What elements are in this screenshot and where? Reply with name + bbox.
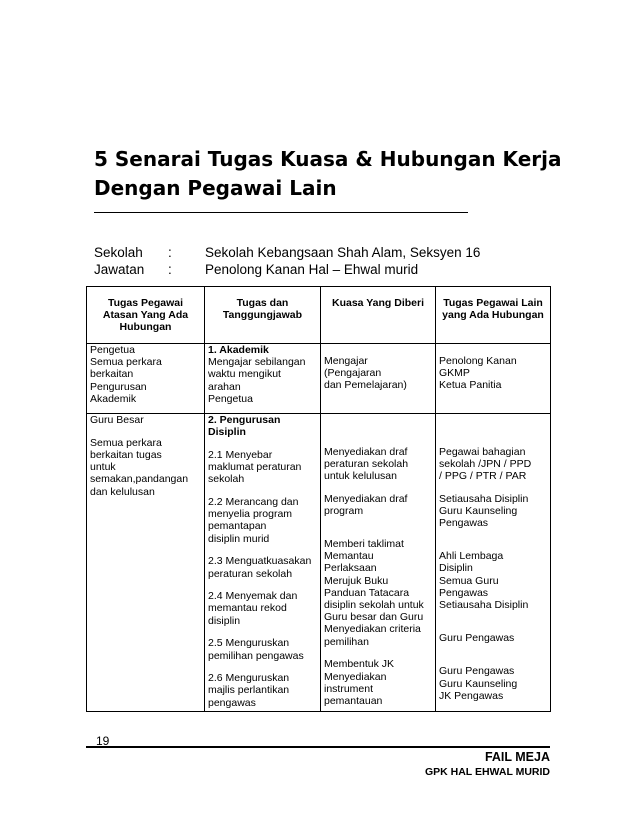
cell-line: Perlaksaan (324, 562, 377, 575)
cell-line: Membentuk JK (324, 658, 395, 671)
cell-spacer (208, 486, 317, 497)
cell-line: pemantauan (324, 694, 383, 707)
cell-line: Semua Guru (439, 574, 499, 587)
page-number: 19 (96, 734, 110, 748)
cell-line: Mengajar sebilangan (208, 356, 306, 369)
cell-line: (Pengajaran (324, 366, 382, 379)
cell-line: Ahli Lembaga (439, 550, 504, 563)
cell-spacer (90, 426, 201, 437)
cell-spacer (324, 648, 432, 659)
footer-rule (86, 746, 550, 748)
cell-line: 2.2 Merancang dan (208, 496, 299, 509)
table-cell (436, 344, 551, 414)
cell-spacer (324, 482, 432, 493)
cell-line: Menyediakan draf (324, 445, 408, 458)
cell-spacer (439, 540, 547, 551)
cell-spacer (324, 414, 432, 425)
cell-spacer (439, 622, 547, 633)
cell-line: 2.1 Menyebar (208, 448, 273, 461)
cell-spacer (439, 644, 547, 655)
cell-line: Guru besar dan Guru (324, 611, 424, 624)
cell-line: peraturan sekolah (208, 567, 293, 580)
footer-subtitle: GPK HAL EHWAL MURID (424, 766, 550, 778)
table-cell (205, 344, 321, 414)
cell-line: 1. Akademik (208, 344, 269, 356)
cell-spacer (208, 438, 317, 449)
cell-spacer (439, 611, 547, 622)
cell-line: untuk kelulusan (324, 469, 397, 482)
cell-line: Merujuk Buku (324, 574, 389, 587)
cell-line: Memantau (324, 550, 374, 563)
cell-line: program (324, 504, 364, 517)
cell-line: sekolah /JPN / PPD (439, 457, 532, 470)
table-cell (321, 414, 436, 712)
cell-line: semakan,pandangan (90, 473, 189, 486)
table-header-row (87, 287, 551, 344)
cell-line: untuk (90, 461, 116, 474)
cell-line: berkaitan tugas (90, 448, 162, 461)
cell-line: 2.6 Menguruskan (208, 672, 290, 685)
meta-value: Penolong Kanan Hal – Ehwal murid (205, 262, 419, 277)
cell-line: waktu mengikut (208, 368, 281, 381)
table-cell (87, 344, 205, 414)
cell-line: Pegawai bahagian (439, 445, 526, 458)
table-cell (87, 414, 205, 712)
cell-line: Guru Pengawas (439, 632, 515, 645)
cell-line: pemilihan pengawas (208, 649, 304, 662)
cell-spacer (439, 435, 547, 446)
table-cell (321, 344, 436, 414)
cell-line: Pengetua (90, 344, 135, 356)
cell-spacer (324, 344, 432, 355)
cell-line: / PPG / PTR / PAR (439, 469, 527, 482)
cell-line: berkaitan (90, 368, 134, 381)
cell-line: Pengawas (439, 586, 489, 599)
cell-spacer (208, 580, 317, 591)
cell-spacer (439, 425, 547, 436)
cell-line: instrument (324, 682, 374, 695)
cell-spacer (324, 425, 432, 436)
cell-spacer (439, 482, 547, 493)
cell-spacer (439, 344, 547, 355)
cell-line: JK Pengawas (439, 689, 504, 702)
cell-line: 2.3 Menguatkuasakan (208, 555, 312, 568)
cell-line: 2.5 Menguruskan (208, 637, 290, 650)
header-superior-duties: Tugas Pegawai Atasan Yang Ada Hubungan (87, 287, 205, 344)
table-row (87, 344, 551, 414)
cell-line: Mengajar (324, 354, 368, 367)
cell-line: Panduan Tatacara (324, 586, 410, 599)
cell-line: sekolah (208, 473, 245, 486)
table-row (87, 414, 551, 712)
header-duties-responsibilities: Tugas dan Tanggungjawab (205, 287, 321, 344)
meta-label: Sekolah (94, 245, 143, 260)
cell-line: Pengetua (208, 392, 253, 405)
cell-line: 2.4 Menyemak dan (208, 590, 298, 603)
meta-colon: : (168, 245, 172, 260)
cell-line: peraturan sekolah (324, 457, 409, 470)
cell-line: Menyediakan criteria (324, 623, 421, 636)
cell-line: disiplin sekolah untuk (324, 599, 424, 612)
cell-line: dan Pemelajaran) (324, 378, 407, 391)
cell-line: Pengurusan (90, 380, 147, 393)
cell-line: Disiplin (439, 562, 473, 575)
cell-line: Guru Kaunseling (439, 504, 518, 517)
cell-spacer (208, 627, 317, 638)
cell-line: GKMP (439, 366, 470, 379)
title-underline (94, 212, 468, 213)
table-cell (436, 414, 551, 712)
cell-line: Guru Besar (90, 414, 144, 426)
cell-spacer (324, 435, 432, 446)
cell-line: maklumat peraturan (208, 461, 302, 474)
footer-title: FAIL MEJA (484, 750, 550, 764)
cell-line: Semua perkara (90, 356, 162, 369)
cell-line: memantau rekod (208, 602, 287, 615)
cell-line: pengawas (208, 696, 256, 709)
meta-row-sekolah (94, 244, 554, 261)
cell-spacer (439, 655, 547, 666)
cell-line: Setiausaha Disiplin (439, 599, 529, 612)
cell-spacer (324, 528, 432, 539)
cell-line: majlis perlantikan (208, 684, 290, 697)
cell-line: disiplin murid (208, 532, 270, 545)
cell-line: pemilihan (324, 635, 369, 648)
cell-line: Penolong Kanan (439, 354, 517, 367)
cell-line: pemantapan (208, 520, 267, 533)
cell-line: Akademik (90, 392, 137, 405)
cell-spacer (324, 517, 432, 528)
cell-line: disiplin (208, 614, 241, 627)
cell-line: menyelia program (208, 508, 293, 521)
cell-line: Ketua Panitia (439, 378, 502, 391)
meta-row-jawatan (94, 261, 554, 278)
cell-line: Guru Kaunseling (439, 677, 518, 690)
cell-line: Semua perkara (90, 436, 162, 449)
cell-spacer (439, 529, 547, 540)
meta-label: Jawatan (94, 262, 145, 277)
cell-line: Pengawas (439, 517, 489, 530)
cell-line: Disiplin (208, 426, 246, 439)
cell-spacer (439, 414, 547, 425)
header-related-officers: Tugas Pegawai Lain yang Ada Hubungan (436, 287, 551, 344)
meta-block (94, 244, 554, 278)
meta-colon: : (168, 262, 172, 277)
cell-line: Guru Pengawas (439, 665, 515, 678)
page-title: 5 Senarai Tugas Kuasa & Hubungan Kerja Dengan Pegawai Lain (94, 147, 562, 200)
cell-line: arahan (208, 380, 241, 393)
cell-line: Memberi taklimat (324, 538, 404, 551)
cell-spacer (208, 545, 317, 556)
cell-line: Menyediakan (324, 670, 387, 683)
cell-line: 2. Pengurusan (208, 414, 281, 426)
header-authority: Kuasa Yang Diberi (321, 287, 436, 344)
cell-line: dan kelulusan (90, 485, 155, 498)
cell-line: Setiausaha Disiplin (439, 492, 529, 505)
cell-line: Menyediakan draf (324, 492, 408, 505)
meta-value: Sekolah Kebangsaan Shah Alam, Seksyen 16 (205, 245, 481, 260)
table-cell (205, 414, 321, 712)
cell-spacer (208, 662, 317, 673)
duty-table (86, 286, 551, 712)
